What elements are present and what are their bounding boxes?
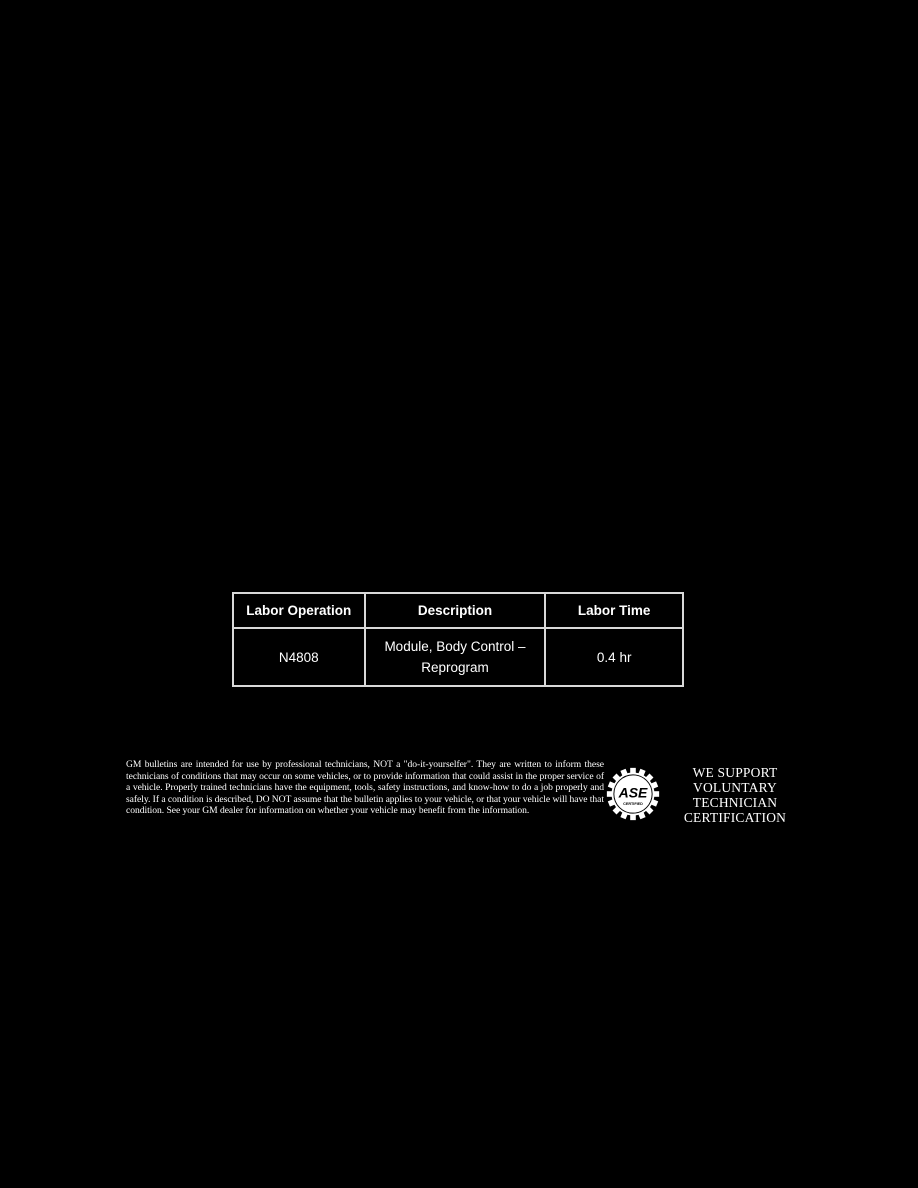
- labor-description-line-2: Reprogram: [421, 660, 489, 675]
- labor-table-header-row: [233, 593, 683, 628]
- support-line-4: CERTIFICATION: [683, 810, 787, 825]
- ase-certified-gear-icon: [605, 766, 661, 822]
- certification-support-text: [675, 765, 795, 825]
- header-description: Description: [365, 593, 546, 628]
- labor-operation-code: N4808: [233, 628, 365, 686]
- header-labor-time: Labor Time: [545, 593, 683, 628]
- disclaimer-text: GM bulletins are intended for use by professional technicians, NOT a "do-it-yourselfer". They are written to inform these technicians of conditions that may occur on some vehicles, or to provide information that could assist in the proper service of a vehicle. Properly trained technicians have the equipment, tools, safety instructions, and know-how to do a job properly and safely. If a condition is described, DO NOT assume that the bulletin applies to your vehicle, or that your vehicle will have that condition. See your GM dealer for information on whether your vehicle may benefit from the information.: [126, 759, 604, 817]
- labor-description-line-1: Module, Body Control –: [384, 639, 526, 654]
- ase-logo-letters: ASE: [618, 784, 648, 801]
- labor-description-cell: [365, 628, 546, 686]
- labor-table: [232, 592, 684, 687]
- labor-time-value: 0.4 hr: [545, 628, 683, 686]
- ase-logo-subtext: CERTIFIED: [623, 802, 643, 807]
- support-line-3: TECHNICIAN: [692, 795, 778, 810]
- support-line-2: VOLUNTARY: [693, 780, 777, 795]
- table-row: [233, 628, 683, 686]
- disclaimer-banner: [109, 742, 809, 847]
- header-labor-operation: Labor Operation: [233, 593, 365, 628]
- labor-table-container: [224, 585, 692, 692]
- support-line-1: WE SUPPORT: [692, 765, 778, 780]
